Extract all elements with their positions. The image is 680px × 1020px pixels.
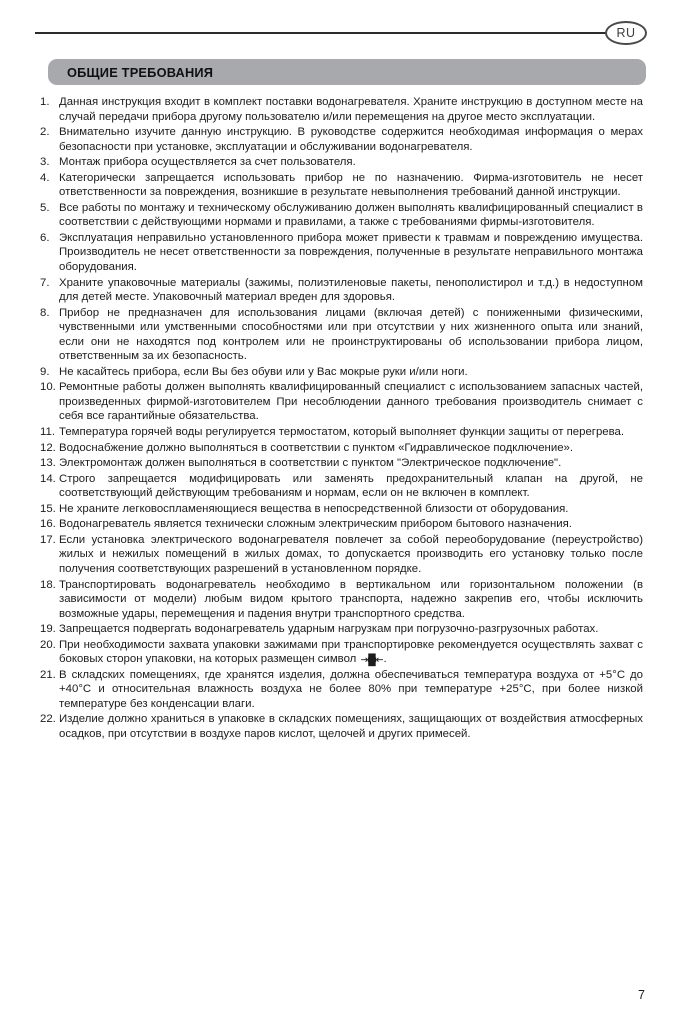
item-number: 1.	[40, 96, 50, 108]
item-text: Водоснабжение должно выполняться в соответствии с пунктом «Гидравлическое подключение».	[59, 441, 574, 454]
item-text: Температура горячей воды регулируется термостатом, который выполняет функции защиты от перегрева.	[59, 426, 625, 439]
language-badge	[605, 21, 647, 45]
item-number: 22.	[40, 713, 56, 726]
item-text: Изделие должно храниться в упаковке в складских помещениях, защищающих от воздействия атмосферных осадков, при отсутствии в воздухе паров кислот, щелочей и других примесей.	[59, 713, 643, 740]
item-number: 14.	[40, 472, 56, 485]
list-item	[40, 231, 643, 275]
item-number: 18.	[40, 578, 56, 591]
item-text: Электромонтаж должен выполняться в соответствии с пунктом "Электрическое подключение".	[59, 457, 562, 470]
item-number: 4.	[40, 171, 50, 184]
item-text: Ремонтные работы должен выполнять квалифицированный специалист с использованием запасных частей, произведенных фирмой-изготовителем При несоблюдении данного требования производитель снимает с себя все гарантийные обязательства.	[59, 381, 643, 423]
item-number: 11.	[40, 426, 55, 439]
list-item	[40, 517, 643, 532]
item-number: 16.	[40, 518, 56, 531]
item-number: 10.	[40, 381, 56, 394]
list-item	[40, 533, 643, 577]
list-item	[40, 578, 643, 622]
list-item	[40, 712, 643, 741]
item-text: Категорически запрещается использовать прибор не по назначению. Фирма-изготовитель не несет ответственности за повреждения, возникшие в результате невыполнения требований данной инструкции.	[59, 171, 643, 199]
item-text: Храните упаковочные материалы (зажимы, полиэтиленовые пакеты, пенополистирол и т.д.) в недоступном для детей месте. Упаковочный материал вреден для здоровья.	[59, 276, 643, 304]
list-item	[40, 668, 643, 712]
item-text: В складских помещениях, где хранятся изделия, должна обеспечиваться температура воздуха от +5°С до +40°С и относительная влажность воздуха не более 80% при температуре +25°С, при более низкой температуре без конденсации влаги.	[59, 668, 643, 710]
list-item	[40, 171, 643, 200]
item-text: Транспортировать водонагреватель необходимо в вертикальном или горизонтальном положении (в зависимости от модели) любым видом крытого транспорта, надежно закрепив его, чтобы исключить возможные удары, перемещения и падения внутри транспортного средства.	[59, 578, 643, 620]
item-text: Монтаж прибора осуществляется за счет пользователя.	[59, 156, 356, 169]
item-text: Внимательно изучите данную инструкцию. В руководстве содержится необходимая информация о мерах безопасности при установке, эксплуатации и обслуживании водонагревателя.	[59, 126, 643, 153]
section-header-bar	[48, 59, 646, 85]
item-text: Не касайтесь прибора, если Вы без обуви или у Вас мокрые руки и/или ноги.	[59, 365, 468, 378]
item-number: 15.	[40, 502, 56, 515]
list-item	[40, 441, 643, 456]
item-text: Данная инструкция входит в комплект поставки водонагревателя. Храните инструкцию в доступном месте на случай передачи прибора другому пользователю и/или перемещения на другое место эксплуатации.	[59, 96, 643, 123]
list-item	[40, 380, 643, 424]
item-number: 17.	[40, 533, 56, 546]
item-number: 20.	[40, 638, 56, 651]
item-number: 21.	[40, 668, 56, 681]
page-number: 7	[638, 988, 645, 1002]
item-text: Строго запрещается модифицировать или заменять предохранительный клапан на другой, не соответствующий действующим требованиям и нормам, если он не включен в комплект.	[59, 472, 643, 500]
item-number: 13.	[40, 457, 56, 470]
list-item	[40, 502, 643, 517]
item-text: Все работы по монтажу и техническому обслуживанию должен выполнять квалифицированный специалист в соответствии с действующими нормами и правилами, а также с требованиями фирмы-изготовителя.	[59, 201, 643, 229]
list-item	[40, 472, 643, 501]
list-item	[40, 201, 643, 230]
item-text: Запрещается подвергать водонагреватель ударным нагрузкам при погрузочно-разгрузочных работах.	[59, 623, 599, 636]
requirements-list	[40, 95, 643, 743]
list-item	[40, 456, 643, 471]
list-item	[40, 306, 643, 364]
item-text: Не храните легковоспламеняющиеся вещества в непосредственной близости от оборудования.	[59, 502, 569, 515]
item-number: 5.	[40, 201, 50, 214]
item-number: 8.	[40, 306, 50, 319]
language-badge-label: RU	[616, 26, 636, 40]
list-item	[40, 155, 643, 170]
item-text: Прибор не предназначен для использования лицами (включая детей) с пониженными физическими, чувственными или умственными способностями или при отсутствии у них жизненного опыта или знаний, если они не находятся под контролем или не проинструктированы об использовании прибора лицом, ответственным за их безопасность.	[59, 306, 643, 363]
item-number: 19.	[40, 623, 56, 636]
item-text: Если установка электрического водонагревателя повлечет за собой переоборудование (переустройство) жилых и нежилых помещений в жилых домах, то допускается производить его установку только после получения соответствующих разрешений в установленном порядке.	[59, 533, 643, 575]
item-text: Водонагреватель является технически сложным электрическим прибором бытового назначения.	[59, 518, 572, 531]
list-item	[40, 125, 643, 154]
item-number: 7.	[40, 276, 50, 289]
item-number: 2.	[40, 126, 50, 139]
item-text: Эксплуатация неправильно установленного прибора может привести к травмам и повреждению имущества. Производитель не несет ответственности за повреждения, полученные в результате неправильного монтажа оборудования.	[59, 231, 643, 274]
item-text: При необходимости захвата упаковки зажимами при транспортировке рекомендуется осуществлять захват с боковых сторон упаковки, на которых размещен символ ⇥█⇤.	[59, 638, 643, 666]
list-item	[40, 638, 643, 667]
list-item	[40, 276, 643, 305]
list-item	[40, 365, 643, 380]
list-item	[40, 425, 643, 440]
item-number: 3.	[40, 156, 50, 169]
top-rule	[35, 32, 646, 34]
section-title: ОБЩИЕ ТРЕБОВАНИЯ	[67, 64, 214, 80]
clamp-here-symbol-icon: ⇥█⇤	[360, 653, 383, 666]
item-number: 12.	[40, 441, 56, 454]
list-item	[40, 622, 643, 637]
item-number: 6.	[40, 231, 50, 244]
item-number: 9.	[40, 365, 50, 378]
list-item	[40, 95, 643, 124]
